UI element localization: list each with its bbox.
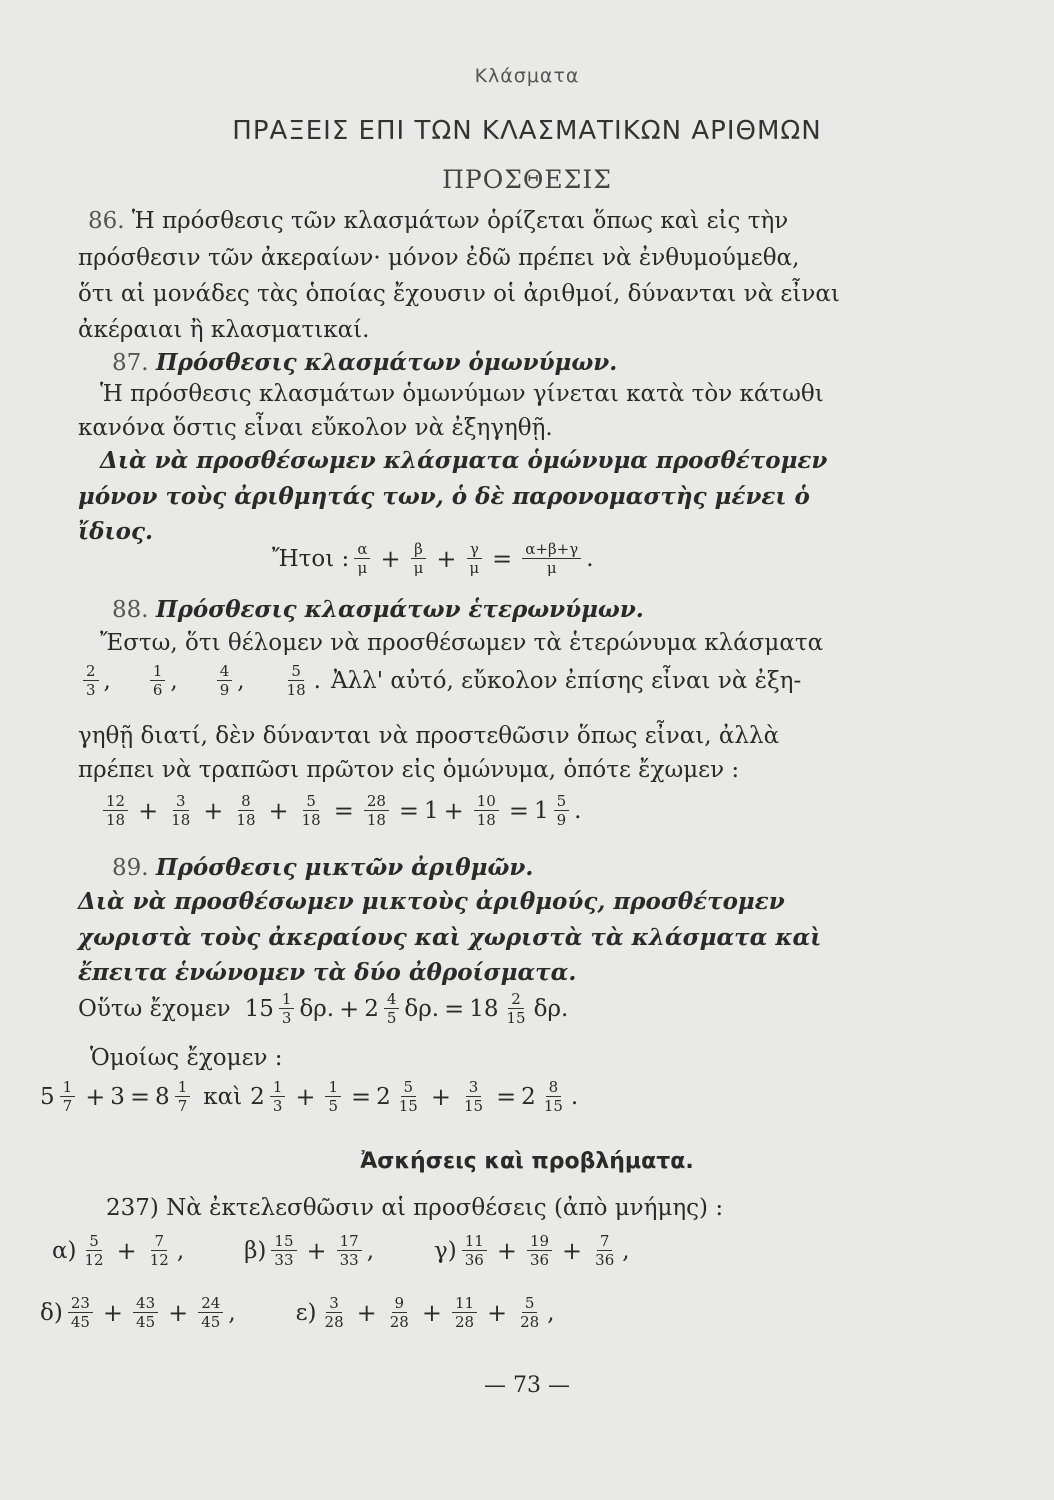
fraction: $\frac{\beta}{\mu}$ [411, 540, 427, 577]
p88-heading-line [78, 592, 926, 628]
fraction: $\frac{1}{7}$ [60, 1078, 76, 1115]
fraction: $\frac{2}{15}$ [506, 990, 526, 1027]
exercise-row-1: α) $\frac{5}{12}$ + $\frac{7}{12}$ , β) $\frac{15}{33}$ + $\frac{17}{33}$ , γ) $\frac{11}{36}$ + $\frac{19}{36}$ + $\frac{7}{36}$ , [52, 1232, 630, 1269]
fraction: $\frac{1}{3}$ [270, 1078, 286, 1115]
p89-example-2: 5 $\frac{1}{7}$ + 3 = 8 $\frac{1}{7}$ καὶ 2 $\frac{1}{3}$ + $\frac{1}{5}$ = 2 $\frac{5}{15}$ + $\frac{3}{15}$ = 2 $\frac{8}{15}$ . [40, 1078, 579, 1115]
fraction: $\frac{17}{33}$ [337, 1232, 362, 1269]
fraction: $\frac{4}{5}$ [384, 990, 400, 1027]
fraction: $\frac{15}{33}$ [271, 1232, 296, 1269]
example-lead: Οὕτω ἔχομεν [78, 995, 231, 1022]
p88-line-1: Ἔστω, ὅτι θέλομεν νὰ προσθέσωμεν τὰ ἑτερώνυμα κλάσματα [100, 630, 824, 656]
fraction: $\frac{3}{18}$ [171, 792, 191, 829]
fraction: $\frac{43}{45}$ [133, 1294, 158, 1331]
exercise-row-2: δ) $\frac{23}{45}$ + $\frac{43}{45}$ + $\frac{24}{45}$ , ε) $\frac{3}{28}$ + $\frac{9}{28}$ + $\frac{11}{28}$ + $\frac{5}{28}$ , [40, 1294, 555, 1331]
fraction: $\frac{5}{18}$ [301, 792, 321, 829]
fraction: $\frac{5}{15}$ [398, 1078, 418, 1115]
p87-formula: Ἤτοι : $\frac{\alpha}{\mu}$ + $\frac{\beta}{\mu}$ + $\frac{\gamma}{\mu}$ = $\frac{\alpha+\beta+\gamma}{\mu}$ . [272, 540, 594, 577]
p86-line-1 [78, 203, 926, 239]
fraction: $\frac{7}{36}$ [595, 1232, 615, 1269]
paragraph-number: 88. [112, 597, 149, 623]
fraction: $\frac{\gamma}{\mu}$ [466, 540, 482, 577]
exercises-title: Ἀσκήσεις καὶ προβλήματα. [360, 1149, 694, 1174]
fraction: $\frac{5}{12}$ [84, 1232, 104, 1269]
page-number: — 73 — [484, 1373, 570, 1398]
p86-line-3: ὅτι αἱ μονάδες τὰς ὁποίας ἔχουσιν οἱ ἀριθμοί, δύνανται νὰ εἶναι [78, 281, 840, 307]
fraction: $\frac{28}{18}$ [364, 792, 389, 829]
fraction: $\frac{9}{28}$ [389, 1294, 409, 1331]
fraction: $\frac{7}{12}$ [149, 1232, 169, 1269]
p89-heading: Πρόσθεσις μικτῶν ἀριθμῶν. [155, 854, 534, 881]
fraction: $\frac{1}{7}$ [175, 1078, 191, 1115]
p87-rule-3: ἴδιος. [78, 518, 153, 545]
p88-fractions-line: $\frac{2}{3}$ , $\frac{1}{6}$ , $\frac{4}{9}$ , $\frac{5}{18}$ . Ἀλλ' αὐτό, εὔκολον ἐπίσης εἶναι νὰ ἐξη- [78, 662, 801, 699]
fraction: $\frac{11}{28}$ [452, 1294, 477, 1331]
exercise-label-b: β) [244, 1237, 267, 1264]
p88-equation: $\frac{12}{18}$ + $\frac{3}{18}$ + $\frac{8}{18}$ + $\frac{5}{18}$ = $\frac{28}{18}$ = 1 + $\frac{10}{18}$ = 1 $\frac{5}{9}$ . [98, 792, 581, 829]
p86-line-2: πρόσθεσιν τῶν ἀκεραίων· μόνον ἐδῶ πρέπει νὰ ἐνθυμούμεθα, [78, 245, 800, 271]
p87-heading: Πρόσθεσις κλασμάτων ὁμωνύμων. [155, 349, 618, 376]
fraction: $\frac{23}{45}$ [68, 1294, 93, 1331]
exercise-label-d: δ) [40, 1299, 63, 1326]
exercise-237: 237) Νὰ ἐκτελεσθῶσιν αἱ προσθέσεις (ἀπὸ μνήμης) : [106, 1195, 724, 1221]
running-title: Κλάσματα [474, 65, 580, 87]
p89-similarly: Ὁμοίως ἔχομεν : [90, 1045, 283, 1071]
p88-line-2-rest: Ἀλλ' αὐτό, εὔκολον ἐπίσης εἶναι νὰ ἐξη- [330, 667, 802, 694]
paragraph-number: 89. [112, 855, 149, 881]
p86-text-1: Ἡ πρόσθεσις τῶν κλασμάτων ὁρίζεται ὅπως καὶ εἰς τὴν [131, 208, 789, 234]
fraction: $\frac{10}{18}$ [474, 792, 499, 829]
fraction: $\frac{\alpha+\beta+\gamma}{\mu}$ [522, 540, 581, 577]
fraction: $\frac{3}{28}$ [324, 1294, 344, 1331]
p87-line-2: κανόνα ὅστις εἶναι εὔκολον νὰ ἐξηγηθῇ. [78, 415, 553, 441]
p86-line-4: ἀκέραιαι ἢ κλασματικαί. [78, 317, 370, 343]
fraction: $\frac{1}{6}$ [150, 662, 166, 699]
p89-rule-3: ἔπειτα ἑνώνομεν τὰ δύο ἀθροίσματα. [78, 959, 577, 986]
fraction: $\frac{5}{9}$ [554, 792, 570, 829]
fraction: $\frac{5}{28}$ [520, 1294, 540, 1331]
p89-rule-1: Διὰ νὰ προσθέσωμεν μικτοὺς ἀριθμούς, προσθέτομεν [78, 888, 785, 915]
section-title: ΠΡΟΣΘΕΣΙΣ [442, 165, 612, 194]
exercise-label-a: α) [52, 1237, 77, 1264]
fraction: $\frac{8}{18}$ [236, 792, 256, 829]
p89-rule-2: χωριστὰ τοὺς ἀκεραίους καὶ χωριστὰ τὰ κλάσματα καὶ [78, 924, 822, 951]
fraction: $\frac{\alpha}{\mu}$ [354, 540, 370, 577]
p88-line-4: πρέπει νὰ τραπῶσι πρῶτον εἰς ὁμώνυμα, ὁπότε ἔχωμεν : [78, 757, 740, 783]
p87-rule-1: Διὰ νὰ προσθέσωμεν κλάσματα ὁμώνυμα προσθέτομεν [100, 447, 828, 474]
fraction: $\frac{19}{36}$ [527, 1232, 552, 1269]
p89-example-1: Οὕτω ἔχομεν 15 $\frac{1}{3}$ δρ. + 2 $\frac{4}{5}$ δρ. = 18 $\frac{2}{15}$ δρ. [78, 990, 569, 1027]
fraction: $\frac{4}{9}$ [217, 662, 233, 699]
fraction: $\frac{11}{36}$ [462, 1232, 487, 1269]
paragraph-number: 87. [112, 350, 149, 376]
fraction: $\frac{5}{18}$ [286, 662, 306, 699]
chapter-title: ΠΡΑΞΕΙΣ ΕΠΙ ΤΩΝ ΚΛΑΣΜΑΤΙΚΩΝ ΑΡΙΘΜΩΝ [232, 116, 822, 146]
fraction: $\frac{3}{15}$ [463, 1078, 484, 1115]
formula-lead: Ἤτοι : [272, 545, 350, 572]
p89-heading-line [78, 850, 926, 886]
fraction: $\frac{8}{15}$ [543, 1078, 563, 1115]
fraction: $\frac{12}{18}$ [103, 792, 128, 829]
p87-rule-2: μόνον τοὺς ἀριθμητάς των, ὁ δὲ παρονομαστὴς μένει ὁ [78, 483, 810, 510]
fraction: $\frac{24}{45}$ [198, 1294, 223, 1331]
fraction: $\frac{1}{5}$ [325, 1078, 341, 1115]
p88-heading: Πρόσθεσις κλασμάτων ἑτερωνύμων. [155, 596, 644, 623]
fraction: $\frac{1}{3}$ [279, 990, 295, 1027]
exercise-label-c: γ) [434, 1237, 457, 1264]
paragraph-number: 86. [88, 208, 125, 234]
fraction: $\frac{2}{3}$ [83, 662, 99, 699]
exercise-label-e: ε) [295, 1299, 317, 1326]
p87-line-1: Ἡ πρόσθεσις κλασμάτων ὁμωνύμων γίνεται κατὰ τὸν κάτωθι [100, 381, 824, 407]
p88-line-3: γηθῇ διατί, δὲν δύνανται νὰ προστεθῶσιν ὅπως εἶναι, ἀλλὰ [78, 723, 780, 749]
